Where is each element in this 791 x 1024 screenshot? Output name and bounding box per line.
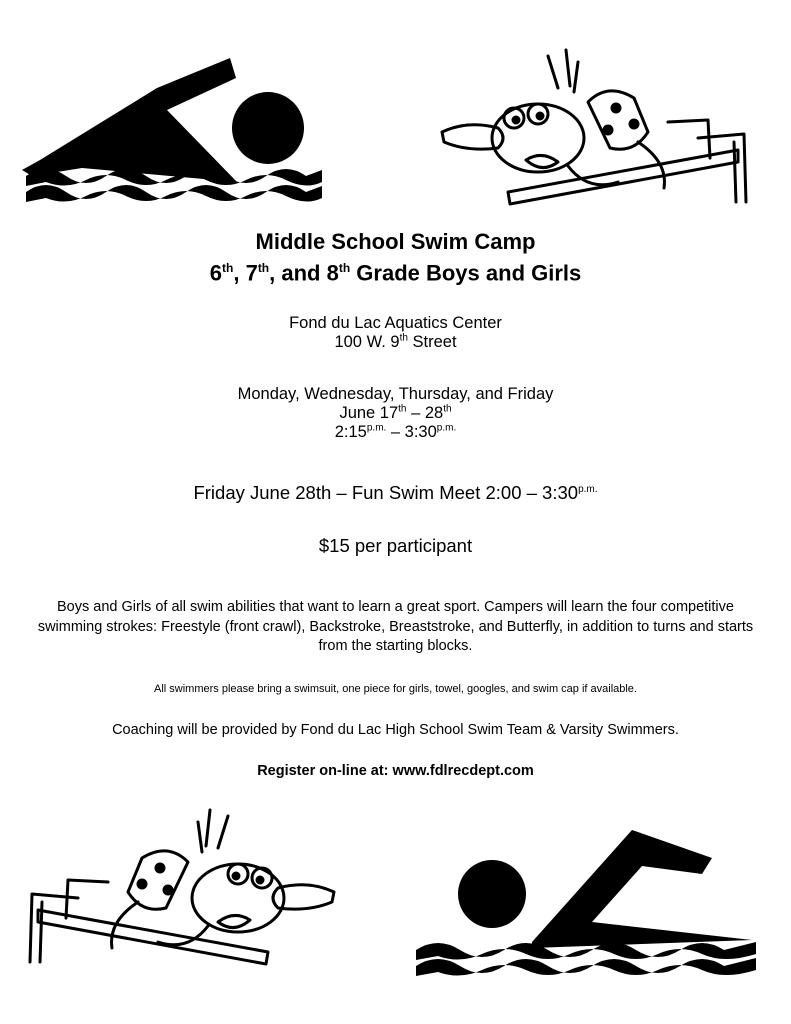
- title-line-1: Middle School Swim Camp: [255, 229, 536, 254]
- swimmer-icon: [412, 822, 762, 982]
- location-address: 100 W. 9th Street: [334, 332, 457, 351]
- coaching-note: Coaching will be provided by Fond du Lac High School Swim Team & Varsity Swimmers.: [112, 722, 679, 738]
- bring-note: All swimmers please bring a swimsuit, one piece for girls, towel, googles, and swim cap if available.: [154, 683, 637, 695]
- cartoon-swimmer-icon: [438, 42, 754, 212]
- price: $15 per participant: [318, 535, 473, 556]
- schedule-days: Monday, Wednesday, Thursday, and Friday: [237, 385, 554, 403]
- fun-meet: Friday June 28th – Fun Swim Meet 2:00 – $3:30^{p.m.}$: [193, 482, 598, 503]
- register-note: Register on-line at: www.fdlrecdept.com: [257, 763, 534, 779]
- swimmer-icon: [22, 58, 328, 208]
- schedule-time: $2:15^{p.m.}$ – $3:30^{p.m.}$: [334, 422, 457, 441]
- cartoon-swimmer-icon: [22, 802, 338, 972]
- location-name: Fond du Lac Aquatics Center: [289, 314, 502, 332]
- schedule-dates: June 17th – 28th: [339, 403, 452, 422]
- location-block: [0, 314, 791, 352]
- schedule-block: [0, 385, 791, 442]
- title-line-2: 6th, 7th, and 8th Grade Boys and Girls: [209, 260, 582, 286]
- page-title: [0, 228, 791, 286]
- description: Boys and Girls of all swim abilities that want to learn a great sport. Campers will learn the four competitive swimming strokes: Freestyle (front crawl), Backstroke, Breaststroke, and Butterfly, in addition to turns and starts from the starting blocks.: [37, 599, 754, 654]
